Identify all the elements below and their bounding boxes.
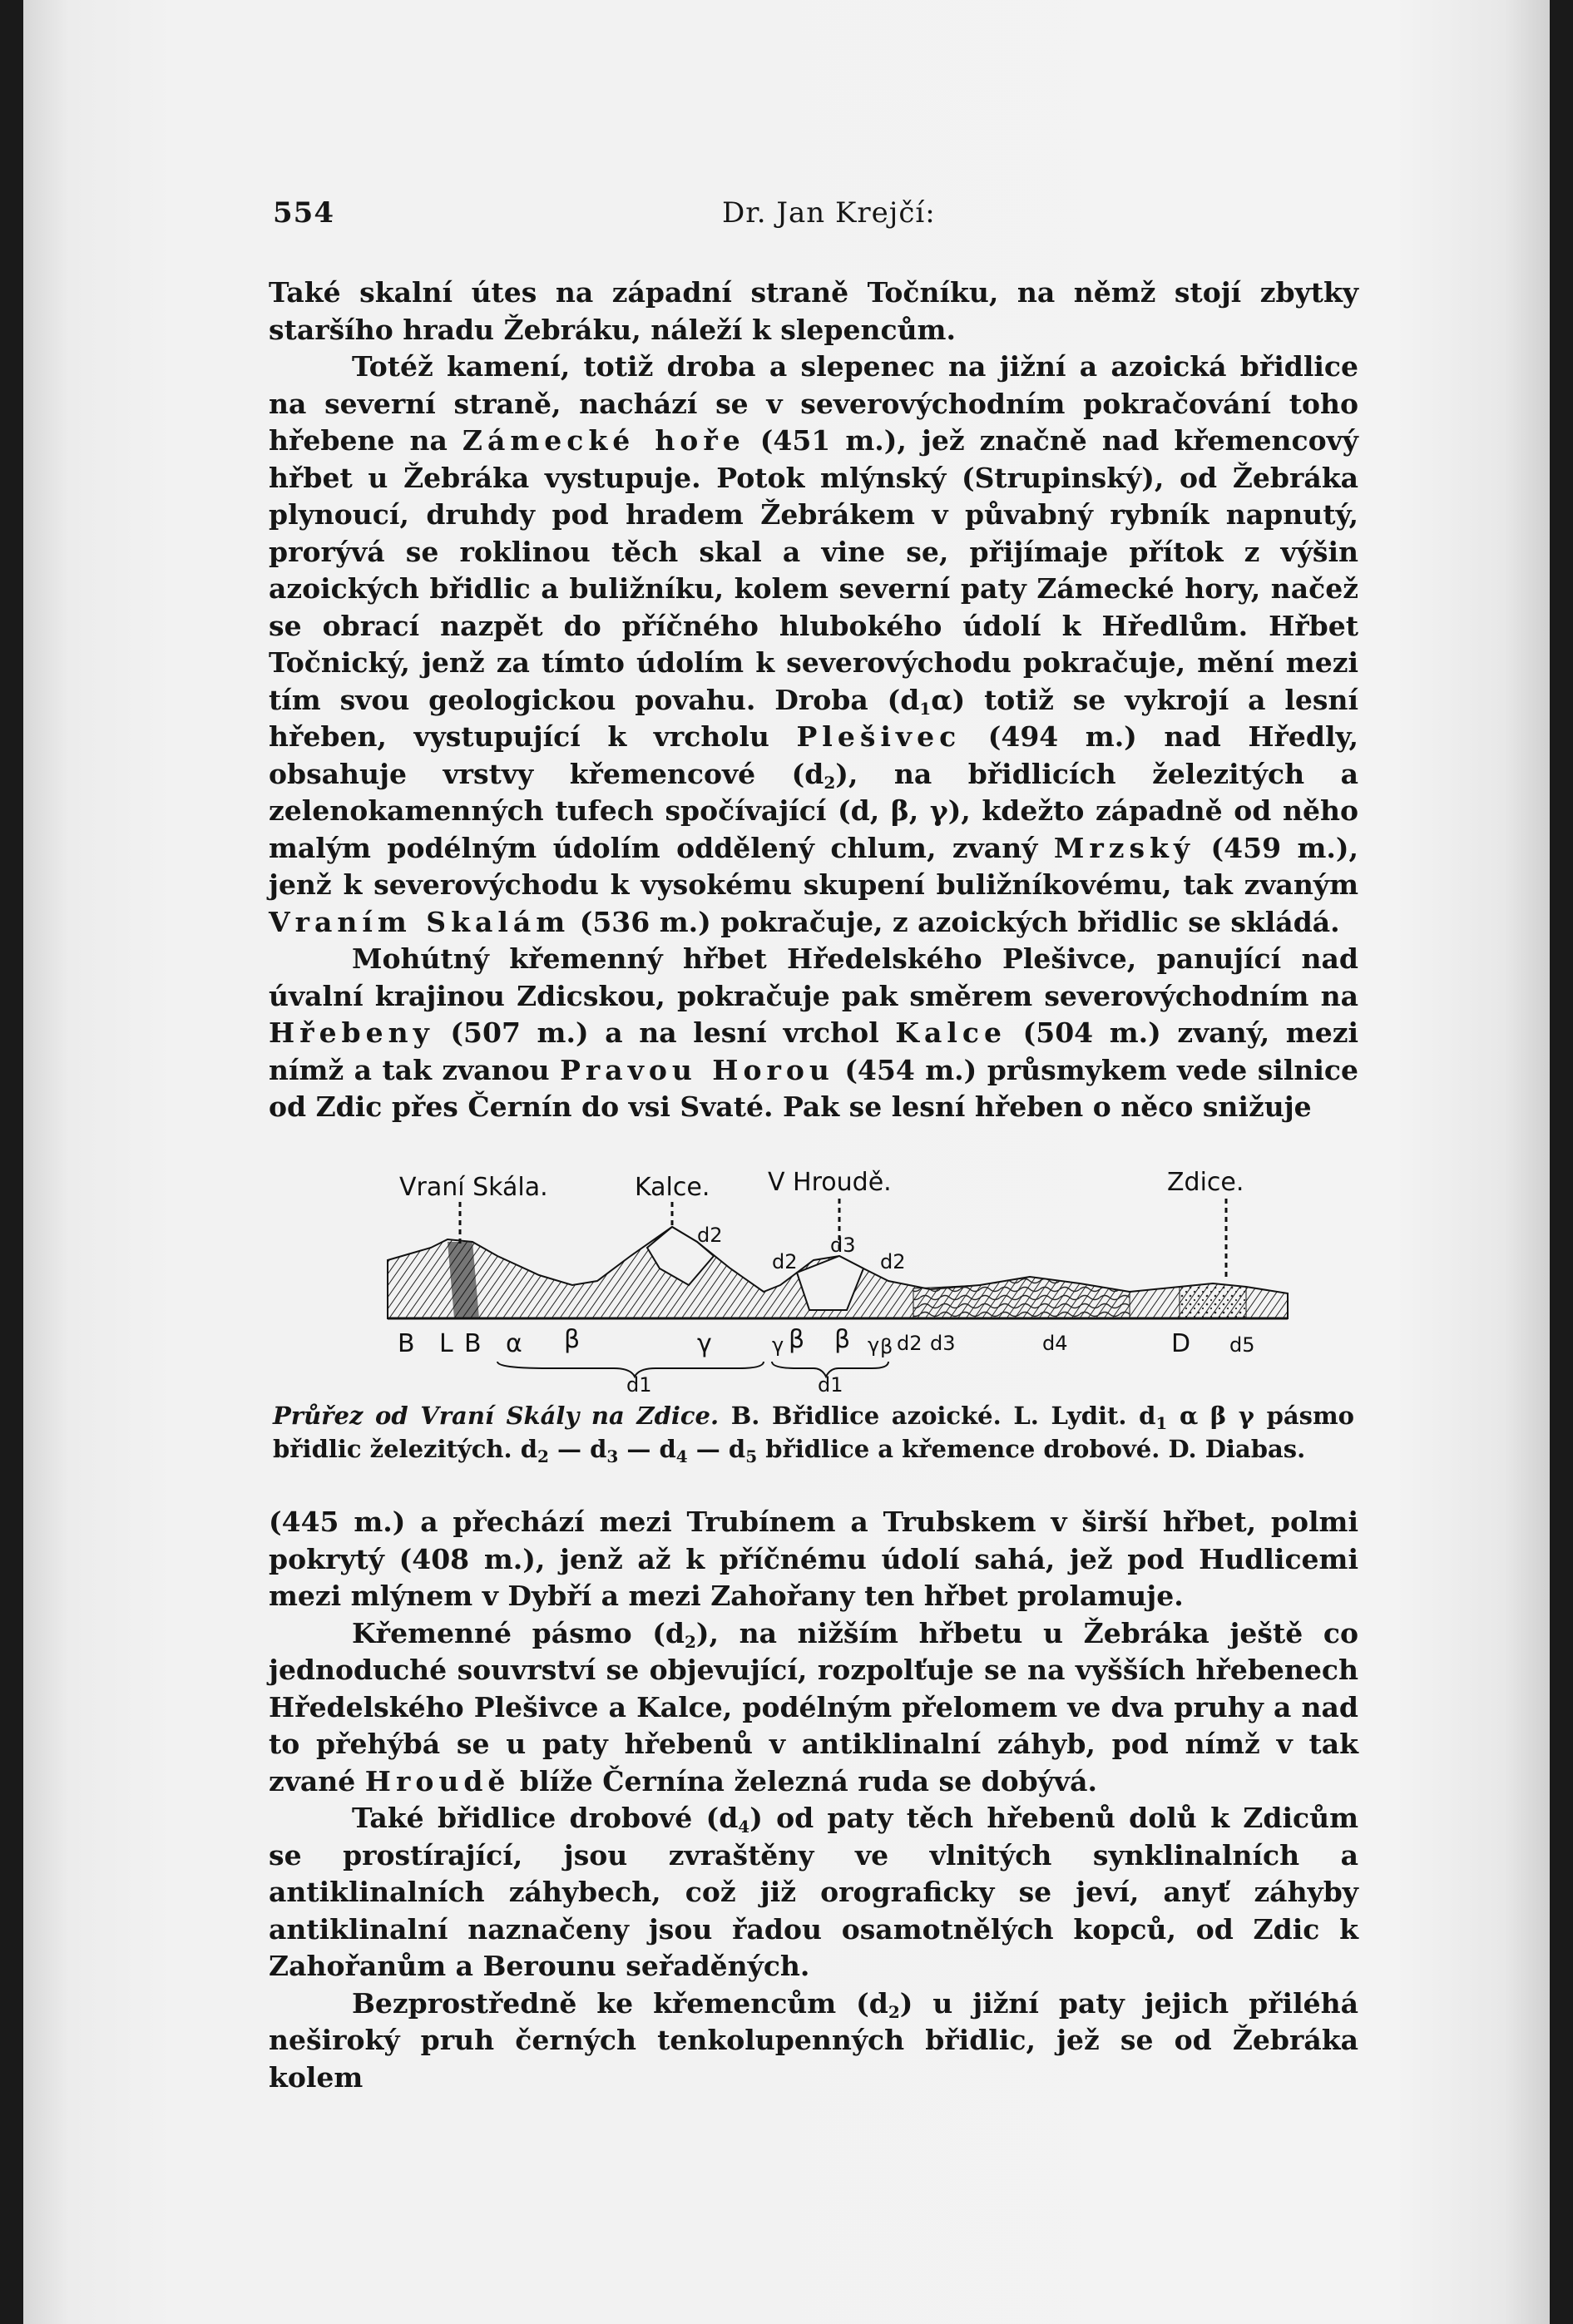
bracket-label: d1: [818, 1373, 843, 1393]
stratum-label: d2: [697, 1224, 723, 1247]
body-text-top: [269, 274, 1358, 1126]
base-label: γ: [697, 1329, 712, 1358]
place-name: Mrzský: [1053, 831, 1195, 864]
stratum-label: d2: [772, 1250, 798, 1273]
paragraph: Také skalní útes na západní straně Točníku, na němž stojí zbytky staršího hradu Žebráku, náleží k slepencům.: [269, 276, 1358, 346]
figure-caption: Průřez od Vraní Skály na Zdice. B. Břidlice azoické. L. Lydit. $d_1$ α β γ pásmo břidlic železitých. $d_2$ — $d_3$ — $d_4$ — $d_5$ břidlice a křemence drobové. D. Diabas.: [273, 1402, 1354, 1466]
page-number: 554: [273, 196, 334, 230]
paragraph: Křemenné pásmo $(d_2)$, na nižším hřbetu u Žebráka ještě co jednoduché souvrství se objevující, rozpolťuje se na vyšších hřebenech Hředelského Plešivce a Kalce, podélným přelomem ve dva pruhy a nad to přehýbá se u paty hřebenů v antiklinalní záhyb, pod nímž v tak zvané Hroudě blíže Černína železná ruda se dobývá.: [269, 1616, 1358, 1797]
place-name: Pravou Horou: [560, 1053, 834, 1086]
body-text-bottom: [269, 1504, 1358, 2096]
paragraph: Také břidlice drobové $(d_4)$ od paty těch hřebenů dolů k Zdicům se prostírající, jsou zvraštěny ve vlnitých synklinalních a antiklinalních záhybech, což již orograficky se jeví, anyť záhyby antiklinalní naznačeny jsou řadou osamotnělých kopců, od Zdic k Zahořanům a Berounu seřaděných.: [269, 1802, 1358, 1982]
base-label: d5: [1229, 1333, 1255, 1357]
paragraph: Totéž kamení, totiž droba a slepenec na jižní a azoická břidlice na severní straně, nachází se v severovýchodním pokračování toho hřebene na Zámecké hoře (451 m.), jež značně nad křemencový hřbet u Žebráka vystupuje. Potok mlýnský (Strupinský), od Žebráka plynoucí, druhdy pod hradem Žebrákem v půvabný rybník napnutý, prorývá se roklinou těch skal a vine se, přijímaje přítok z výšin azoických břidlic a buližníku, kolem severní paty Zámecké hory, načež se obrací nazpět do příčného hlubokého údolí k Hředlům. Hřbet Točnický, jenž za tímto údolím k severovýchodu pokračuje, mění mezi tím svou geologickou povahu. Droba $(d_1\alpha)$ totiž se vykrojí a lesní hřeben, vystupující k vrcholu Plešivec (494 m.) nad Hředly, obsahuje vrstvy křemencové $(d_2)$, na břidlicích železitých a zelenokamenných tufech spočívající (d, β, γ), kdežto západně od něho malým podélným údolím oddělený chlum, zvaný Mrzský (459 m.), jenž k severovýchodu k vysokému skupení buližníkovému, tak zvaným Vraním Skalám (536 m.) pokračuje, z azoických břidlic se skládá.: [269, 350, 1358, 938]
paragraph: (445 m.) a přechází mezi Trubínem a Trubskem v širší hřbet, polmi pokrytý (408 m.), jenž až k příčnému údolí sahá, jež pod Hudlicemi mezi mlýnem v Dybří a mezi Zahořany ten hřbet prolamuje.: [269, 1506, 1358, 1612]
author-heading: Dr. Jan Krejčí:: [722, 196, 936, 230]
peak-label: Zdice.: [1167, 1168, 1244, 1197]
peak-label: Vraní Skála.: [399, 1173, 548, 1202]
place-name: Plešivec: [796, 720, 962, 753]
base-label: β: [789, 1325, 805, 1354]
base-label: β: [834, 1325, 851, 1354]
base-label: β: [880, 1335, 893, 1358]
base-label: D: [1171, 1329, 1191, 1358]
geological-profile: [381, 1144, 1313, 1393]
diabase-zone: [1180, 1283, 1246, 1318]
peak-label: V Hroudě.: [768, 1168, 892, 1197]
base-label: γ: [868, 1333, 880, 1357]
peak-label: Kalce.: [635, 1173, 710, 1202]
stratum-label: d2: [880, 1250, 906, 1273]
bracket-label: d1: [626, 1373, 652, 1393]
base-label: β: [564, 1325, 581, 1354]
place-name: Hřebeny: [269, 1016, 434, 1049]
base-label: L: [439, 1329, 453, 1358]
book-page: [23, 0, 1550, 2324]
paragraph: Bezprostředně ke křemencům $(d_2)$ u jižní paty jejich přiléhá neširoký pruh černých tenkolupenných břidlic, jež se od Žebráka kolem: [269, 1986, 1358, 2094]
place-name: Zámecké hoře: [462, 424, 745, 457]
base-label: d2: [897, 1332, 923, 1355]
base-label: γ: [772, 1333, 784, 1357]
running-header: [273, 196, 1354, 230]
stratum-label: d3: [830, 1234, 856, 1257]
base-label: B: [464, 1329, 482, 1358]
base-label: d4: [1042, 1332, 1068, 1355]
base-label: B: [398, 1329, 415, 1358]
place-name: Kalce: [895, 1016, 1007, 1049]
shale-zone: [913, 1277, 1130, 1318]
paragraph: Mohútný křemenný hřbet Hředelského Plešivce, panující nad úvalní krajinou Zdicskou, pokračuje pak směrem severovýchodním na Hřebeny (507 m.) a na lesní vrchol Kalce (504 m.) zvaný, mezi nímž a tak zvanou Pravou Horou (454 m.) průsmykem vede silnice od Zdic přes Černín do vsi Svaté. Pak se lesní hřeben o něco snižuje: [269, 942, 1358, 1123]
base-label: α: [506, 1329, 522, 1358]
place-name: Vraním Skalám: [269, 905, 571, 938]
place-name: Hroudě: [364, 1764, 511, 1797]
caption-title: Průřez od Vraní Skály na Zdice.: [273, 1402, 720, 1430]
cross-section-figure: [381, 1144, 1313, 1393]
base-label: d3: [930, 1332, 956, 1355]
